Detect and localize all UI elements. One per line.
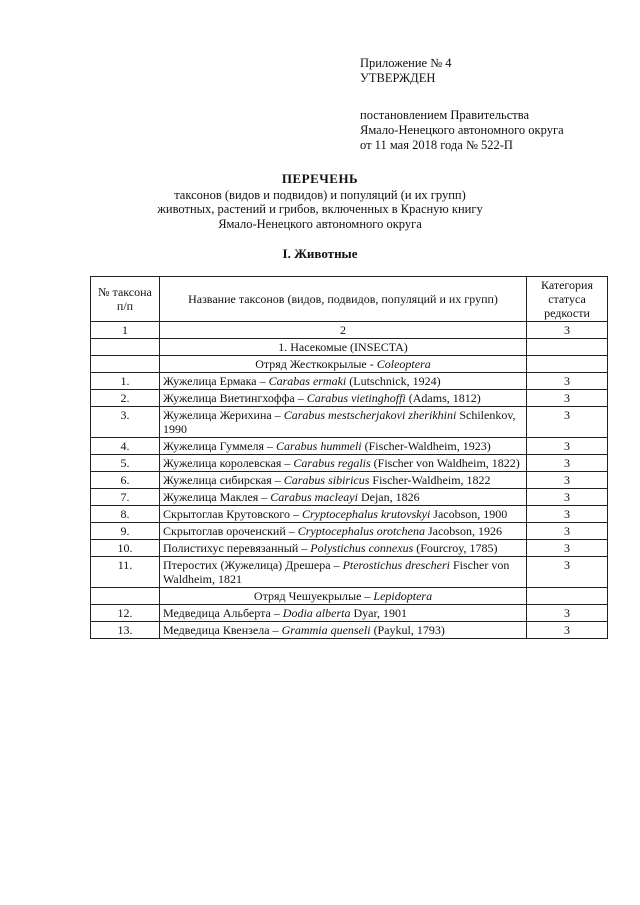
- taxon-ru-name: Птеростих (Жужелица) Дрешера –: [163, 558, 343, 572]
- class-row: [91, 339, 608, 356]
- header-category: Категория статуса редкости: [527, 277, 608, 322]
- table-row: [91, 523, 608, 540]
- taxon-ru-name: Полистихус перевязанный –: [163, 541, 311, 555]
- taxon-author: Fischer-Waldheim, 1822: [369, 473, 491, 487]
- taxon-latin-name: Dodia alberta: [282, 606, 351, 620]
- rarity-category: 3: [527, 489, 608, 506]
- empty-cell: [91, 356, 160, 373]
- empty-cell: [527, 356, 608, 373]
- taxon-ru-name: Медведица Квензела –: [163, 623, 282, 637]
- taxon-name: [160, 489, 527, 506]
- rarity-category: 3: [527, 438, 608, 455]
- table-row: [91, 540, 608, 557]
- taxon-name: [160, 390, 527, 407]
- taxon-ru-name: Медведица Альберта –: [163, 606, 283, 620]
- taxon-name: [160, 557, 527, 588]
- taxon-ru-name: Жужелица Гуммеля –: [163, 439, 276, 453]
- taxon-name: [160, 455, 527, 472]
- rarity-category: 3: [527, 472, 608, 489]
- decree-line-2: Ямало-Ненецкого автономного округа: [360, 123, 564, 137]
- taxon-latin-name: Carabus hummeli: [275, 439, 362, 453]
- taxon-author: (Lutschnick, 1924): [346, 374, 441, 388]
- order-row: [91, 588, 608, 605]
- rarity-category: 3: [527, 407, 608, 438]
- taxon-latin-name: Carabus mestscherjakovi zherikhini: [283, 408, 457, 422]
- taxon-name: [160, 506, 527, 523]
- rarity-category: 3: [527, 622, 608, 639]
- taxon-ru-name: Скрытоглав Крутовского –: [163, 507, 302, 521]
- table-row: [91, 472, 608, 489]
- taxon-latin-name: Grammia quenseli: [281, 623, 371, 637]
- row-number: 5.: [91, 455, 160, 472]
- title-line-3: Ямало-Ненецкого автономного округа: [218, 216, 422, 231]
- row-number: 10.: [91, 540, 160, 557]
- empty-cell: [91, 339, 160, 356]
- taxon-author: Dyar, 1901: [350, 606, 407, 620]
- taxon-name: [160, 523, 527, 540]
- taxon-author: Dejan, 1826: [357, 490, 420, 504]
- taxon-latin-name: Carabus macleayi: [270, 490, 358, 504]
- row-number: 13.: [91, 622, 160, 639]
- rarity-category: 3: [527, 605, 608, 622]
- taxon-latin-name: Carabas ermaki: [268, 374, 347, 388]
- rarity-category: 3: [527, 390, 608, 407]
- taxon-latin-name: Carabus regalis: [293, 456, 371, 470]
- decree-line-3: от 11 мая 2018 года № 522-П: [360, 138, 513, 152]
- spacer: [360, 86, 620, 108]
- taxon-author: (Fischer-Waldheim, 1923): [361, 439, 491, 453]
- table-row: [91, 373, 608, 390]
- row-number: 11.: [91, 557, 160, 588]
- taxon-name: [160, 622, 527, 639]
- table-row: [91, 605, 608, 622]
- taxon-author: (Adams, 1812): [405, 391, 481, 405]
- table-row: [91, 489, 608, 506]
- order-row: [91, 356, 608, 373]
- taxon-ru-name: Жужелица Ермака –: [163, 374, 269, 388]
- taxon-name: [160, 605, 527, 622]
- taxon-ru-name: Жужелица королевская –: [163, 456, 294, 470]
- rarity-category: 3: [527, 506, 608, 523]
- appendix-label: Приложение № 4: [360, 56, 452, 70]
- taxon-author: (Fischer von Waldheim, 1822): [370, 456, 520, 470]
- taxon-name: [160, 472, 527, 489]
- taxon-author: Schilenkov, 1990: [163, 408, 516, 436]
- table-row: [91, 390, 608, 407]
- taxon-latin-name: Cryptocephalus krutovskyi: [301, 507, 431, 521]
- taxon-latin-name: Carabus sibiricus: [283, 473, 370, 487]
- row-number: 1.: [91, 373, 160, 390]
- taxon-ru-name: Жужелица Жерихина –: [163, 408, 284, 422]
- column-number-row: [91, 322, 608, 339]
- row-number: 12.: [91, 605, 160, 622]
- title-heading: ПЕРЕЧЕНЬ: [281, 171, 359, 186]
- rarity-category: 3: [527, 455, 608, 472]
- taxon-ru-name: Жужелица Маклея –: [163, 490, 271, 504]
- empty-cell: [527, 339, 608, 356]
- decree-line-1: постановлением Правительства: [360, 108, 530, 122]
- row-number: 2.: [91, 390, 160, 407]
- table-row: [91, 407, 608, 438]
- document-title: [120, 172, 520, 231]
- header-name: Название таксонов (видов, подвидов, популяций и их групп): [160, 277, 527, 322]
- empty-cell: [91, 588, 160, 605]
- table-body: [91, 339, 608, 639]
- table-header-row: [91, 277, 608, 322]
- taxon-latin-name: Cryptocephalus orotchena: [297, 524, 425, 538]
- taxa-table: [90, 276, 608, 639]
- taxon-ru-name: Жужелица Виетингхоффа –: [163, 391, 307, 405]
- table-row: [91, 506, 608, 523]
- order-latin: Lepidoptera: [373, 589, 433, 603]
- rarity-category: 3: [527, 557, 608, 588]
- taxon-ru-name: Жужелица сибирская –: [163, 473, 284, 487]
- row-number: 9.: [91, 523, 160, 540]
- taxon-name: [160, 407, 527, 438]
- order-latin: Coleoptera: [376, 357, 431, 371]
- empty-cell: [527, 588, 608, 605]
- taxon-name: [160, 438, 527, 455]
- order-label: Отряд Чешуекрылые – Lepidoptera: [160, 588, 527, 605]
- table-row: [91, 438, 608, 455]
- order-label: Отряд Жесткокрылые - Coleoptera: [160, 356, 527, 373]
- rarity-category: 3: [527, 540, 608, 557]
- title-line-2: животных, растений и грибов, включенных в Красную книгу: [157, 202, 483, 216]
- taxon-latin-name: Pterostichus drescheri: [342, 558, 450, 572]
- taxon-name: [160, 540, 527, 557]
- table-row: [91, 455, 608, 472]
- table-row: [91, 622, 608, 639]
- approval-block: [360, 56, 620, 153]
- title-line-1: таксонов (видов и подвидов) и популяций (и их групп): [174, 187, 466, 202]
- class-label: 1. Насекомые (INSECTA): [160, 339, 527, 356]
- row-number: 8.: [91, 506, 160, 523]
- taxon-author: (Fourcroy, 1785): [413, 541, 498, 555]
- colnum-1: 1: [91, 322, 160, 339]
- taxon-latin-name: Carabus vietinghoffi: [306, 391, 406, 405]
- row-number: 4.: [91, 438, 160, 455]
- rarity-category: 3: [527, 373, 608, 390]
- taxon-author: (Paykul, 1793): [370, 623, 445, 637]
- row-number: 3.: [91, 407, 160, 438]
- colnum-2: 2: [160, 322, 527, 339]
- taxon-name: [160, 373, 527, 390]
- row-number: 6.: [91, 472, 160, 489]
- taxon-author: Fischer von Waldheim, 1821: [163, 558, 510, 586]
- taxon-author: Jacobson, 1926: [424, 524, 502, 538]
- taxon-ru-name: Скрытоглав ороченский –: [163, 524, 298, 538]
- row-number: 7.: [91, 489, 160, 506]
- header-num: № таксона п/п: [91, 277, 160, 322]
- section-title: I. Животные: [282, 246, 358, 261]
- table-row: [91, 557, 608, 588]
- colnum-3: 3: [527, 322, 608, 339]
- taxon-author: Jacobson, 1900: [430, 507, 508, 521]
- rarity-category: 3: [527, 523, 608, 540]
- approved-label: УТВЕРЖДЕН: [360, 71, 436, 85]
- taxon-latin-name: Polystichus connexus: [310, 541, 414, 555]
